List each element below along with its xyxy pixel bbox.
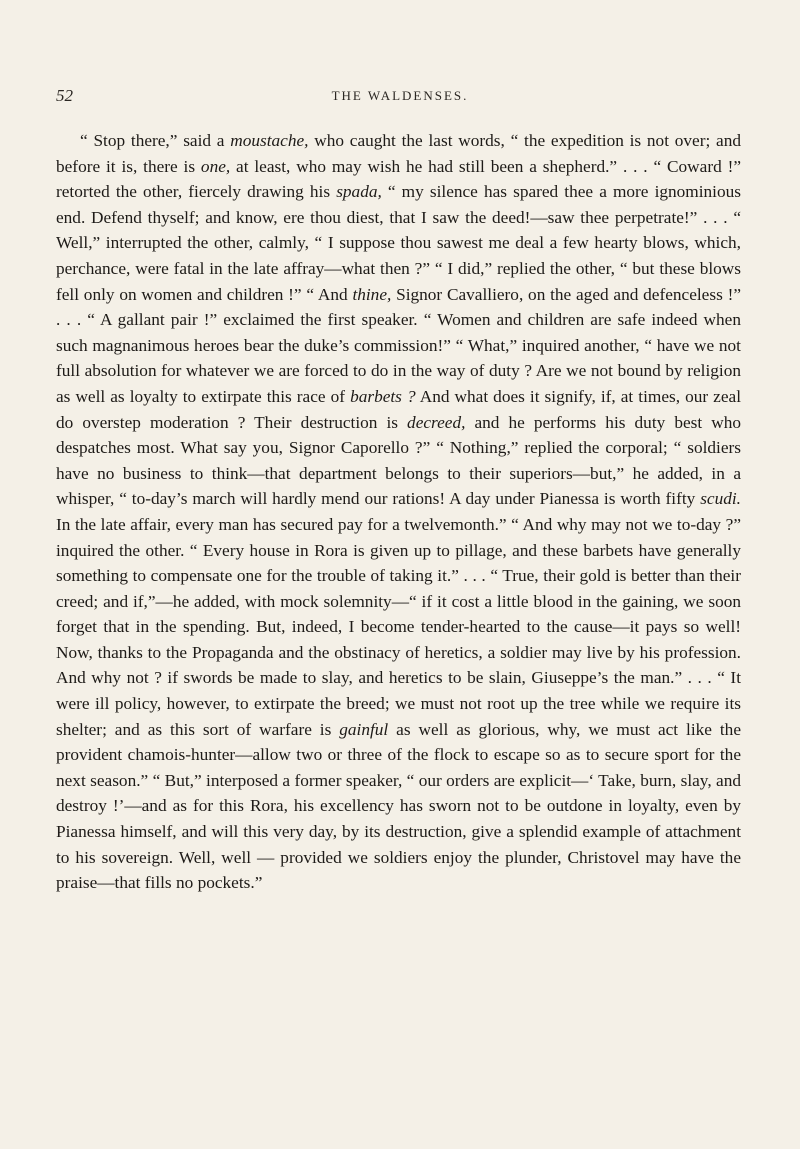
- text-run: as well as glorious, why, we must act like the provident chamois-hunter—allow two or three of the flock to escape so as to secure sport for the next season.” “ But,” interposed a former speaker, “ our orders are explicit—‘ Take, burn, slay, and destroy !’—and as for this Rora, his excellency has sworn not to be outdone in loyalty, even by Pianessa himself, and will this very day, by its destruction, give a splendid example of attachment to his sovereign. Well, well — provided we soldiers enjoy the plunder, Christovel may have the praise—that fills no pockets.”: [56, 719, 741, 893]
- text-run: and he performs his duty best who despatches most. What say you, Signor Caporello ?” “ Nothing,” replied the corporal; “ soldiers have no business to think—that department belongs to their superiors—but,” he added, in a whisper, “ to-day’s march will hardly mend our rations! A day under Pianessa is worth fifty: [56, 412, 741, 509]
- emphasis: thine,: [352, 284, 392, 304]
- page-header: [56, 86, 744, 110]
- emphasis: moustache,: [230, 131, 309, 150]
- emphasis: scudi.: [700, 489, 741, 509]
- emphasis: barbets ?: [350, 386, 416, 406]
- emphasis: one,: [200, 156, 231, 176]
- paragraph: [56, 128, 741, 896]
- emphasis: gainful: [339, 719, 389, 739]
- text-run: at least, who may wish he had still been a shepherd.” . . . “ Coward !” retorted the other, fiercely drawing his: [56, 156, 741, 202]
- text-run: “ Stop there,” said a: [80, 131, 231, 150]
- page-number: 52: [56, 86, 73, 105]
- emphasis: spada,: [336, 182, 382, 202]
- text-run: In the late affair, every man has secured pay for a twelvemonth.” “ And why may not we to-day ?” inquired the other. “ Every house in Rora is given up to pillage, and these barbets have generally something to compensate one for the trouble of taking it.” . . . “ True, their gold is better than their creed; and if,”—he added, with mock solemnity—“ if it cost a little blood in the gaining, we soon forget that in the spending. But, indeed, I become tender-hearted to the cause—it pays so well! Now, thanks to the Propaganda and the obstinacy of heretics, a soldier may live by his profession. And why not ? if swords be made to slay, and heretics to be slain, Giuseppe’s the man.” . . . “ It were ill policy, however, to extirpate the breed; we must not root up the tree while we require its shelter; and as this sort of warfare is: [56, 514, 741, 739]
- running-title: THE WALDENSES.: [331, 88, 469, 103]
- text-run: And what does it signify, if, at times, our zeal do overstep moderation ? Their destruction is: [56, 386, 741, 432]
- text-run: “ my silence has spared thee a more ignominious end. Defend thyself; and know, ere thou diest, that I saw the deed!—saw thee perpetrate!” . . . “ Well,” interrupted the other, calmly, “ I suppose thou sawest me deal a few hearty blows, which, perchance, were fatal in the late affray—what then ?” “ I did,” replied the other, “ but these blows fell only on women and children !” “ And: [56, 182, 741, 304]
- emphasis: decreed,: [407, 412, 466, 432]
- text-run: who caught the last words, “ the expedition is not over; and before it is, there is: [56, 131, 741, 176]
- text-run: Signor Cavalliero, on the aged and defenceless !” . . . “ A gallant pair !” exclaimed the first speaker. “ Women and children are safe indeed when such magnanimous heroes bear the duke’s commission!” “ What,” inquired another, “ have we not full absolution for whatever we are forced to do in the way of duty ? Are we not bound by religion as well as loyalty to extirpate this race of: [56, 284, 741, 406]
- body-text: [56, 128, 741, 896]
